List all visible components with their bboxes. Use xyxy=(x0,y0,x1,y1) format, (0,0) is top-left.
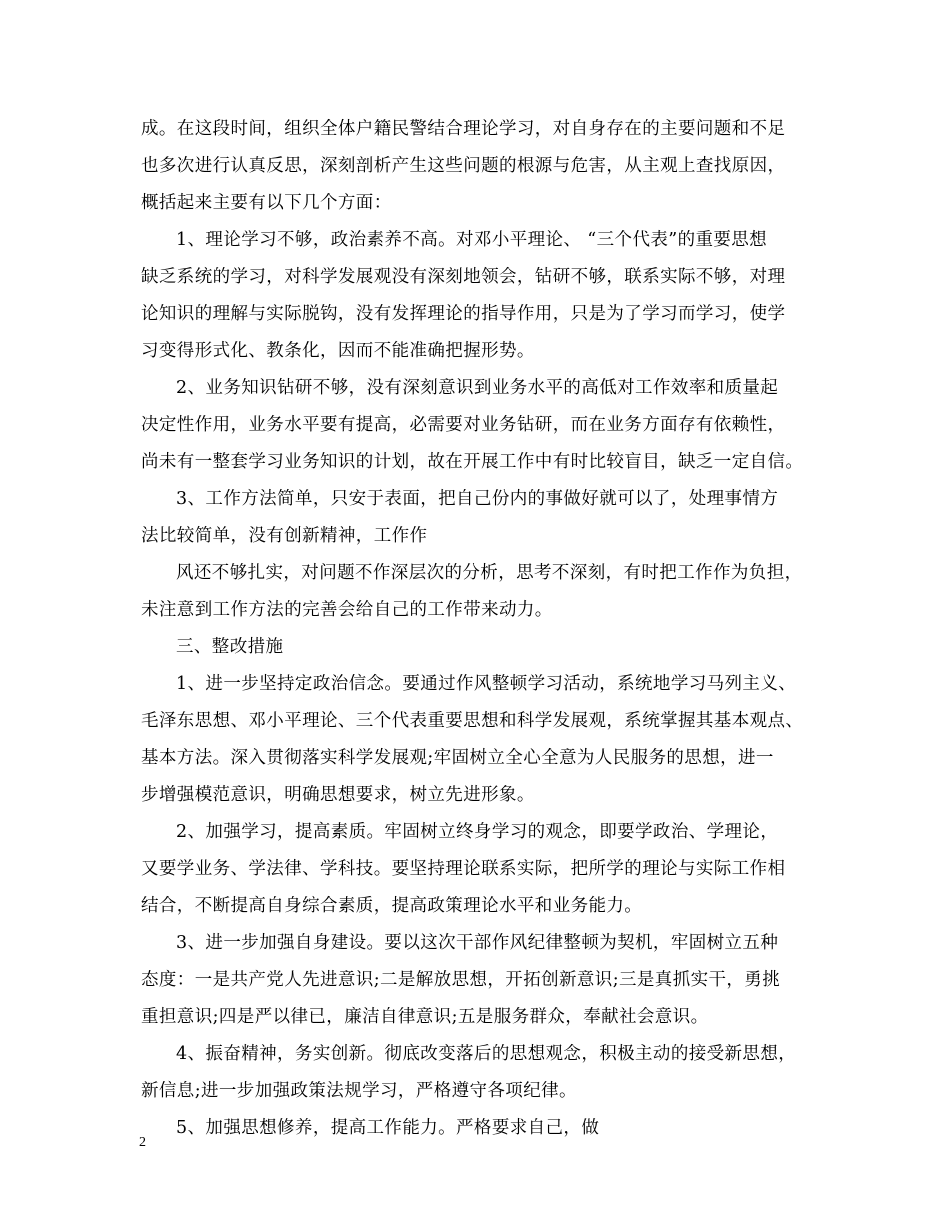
text-line: 1、进一步坚持定政治信念。要通过作风整顿学习活动，系统地学习马列主义、 xyxy=(176,674,797,694)
text-line: 毛泽东思想、邓小平理论、三个代表重要思想和科学发展观，系统掌握其基本观点、 xyxy=(141,711,804,731)
text-line: 尚未有一整套学习业务知识的计划，故在开展工作中有时比较盲目，缺乏一定自信。 xyxy=(141,452,804,472)
text-line: 2、业务知识钻研不够，没有深刻意识到业务水平的高低对工作效率和质量起 xyxy=(176,378,779,398)
text-line: 3、进一步加强自身建设。要以这次干部作风纪律整顿为契机，牢固树立五种 xyxy=(176,933,779,953)
text-line: 未注意到工作方法的完善会给自己的工作带来动力。 xyxy=(141,600,553,620)
text-line: 新信息;进一步加强政策法规学习，严格遵守各项纪律。 xyxy=(141,1081,577,1101)
text-line: 概括起来主要有以下几个方面： xyxy=(141,193,392,213)
text-line: 决定性作用，业务水平要有提高，必需要对业务钻研，而在业务方面存有依赖性， xyxy=(141,415,786,435)
text-line: 风还不够扎实，对问题不作深层次的分析，思考不深刻，有时把工作作为负担， xyxy=(176,563,803,583)
text-line: 论知识的理解与实际脱钩，没有发挥理论的指导作用，只是为了学习而学习，使学 xyxy=(141,304,786,324)
text-line: 5、加强思想修养，提高工作能力。严格要求自己，做 xyxy=(176,1118,600,1138)
text-line: 缺乏系统的学习，对科学发展观没有深刻地领会，钻研不够，联系实际不够，对理 xyxy=(141,267,786,287)
document-body xyxy=(141,117,821,1153)
text-line: 基本方法。深入贯彻落实科学发展观;牢固树立全心全意为人民服务的思想，进一 xyxy=(141,748,774,768)
text-line: 法比较简单，没有创新精神，工作作 xyxy=(141,526,428,546)
text-line: 习变得形式化、教条化，因而不能准确把握形势。 xyxy=(141,341,535,361)
text-line: 也多次进行认真反思，深刻剖析产生这些问题的根源与危害，从主观上查找原因， xyxy=(141,156,786,176)
text-line: 步增强模范意识，明确思想要求，树立先进形象。 xyxy=(141,785,535,805)
text-line: 三、整改措施 xyxy=(176,637,284,657)
text-line: 4、振奋精神，务实创新。彻底改变落后的思想观念，积极主动的接受新思想， xyxy=(176,1044,797,1064)
text-line: 重担意识;四是严以律已，廉洁自律意识;五是服务群众，奉献社会意识。 xyxy=(141,1007,709,1027)
text-line: 2、加强学习，提高素质。牢固树立终身学习的观念，即要学政治、学理论， xyxy=(176,822,779,842)
text-line: 结合，不断提高自身综合素质，提高政策理论水平和业务能力。 xyxy=(141,896,643,916)
page-number: 2 xyxy=(139,1135,146,1150)
text-line: 态度：一是共产党人先进意识;二是解放思想，开拓创新意识;三是真抓实干，勇挑 xyxy=(141,970,781,990)
text-line: 1、理论学习不够，政治素养不高。对邓小平理论、 “三个代表”的重要思想 xyxy=(176,230,768,250)
text-line: 3、工作方法简单，只安于表面，把自己份内的事做好就可以了，处理事情方 xyxy=(176,489,779,509)
text-line: 成。在这段时间，组织全体户籍民警结合理论学习，对自身存在的主要问题和不足 xyxy=(141,119,786,139)
text-line: 又要学业务、学法律、学科技。要坚持理论联系实际，把所学的理论与实际工作相 xyxy=(141,859,786,879)
